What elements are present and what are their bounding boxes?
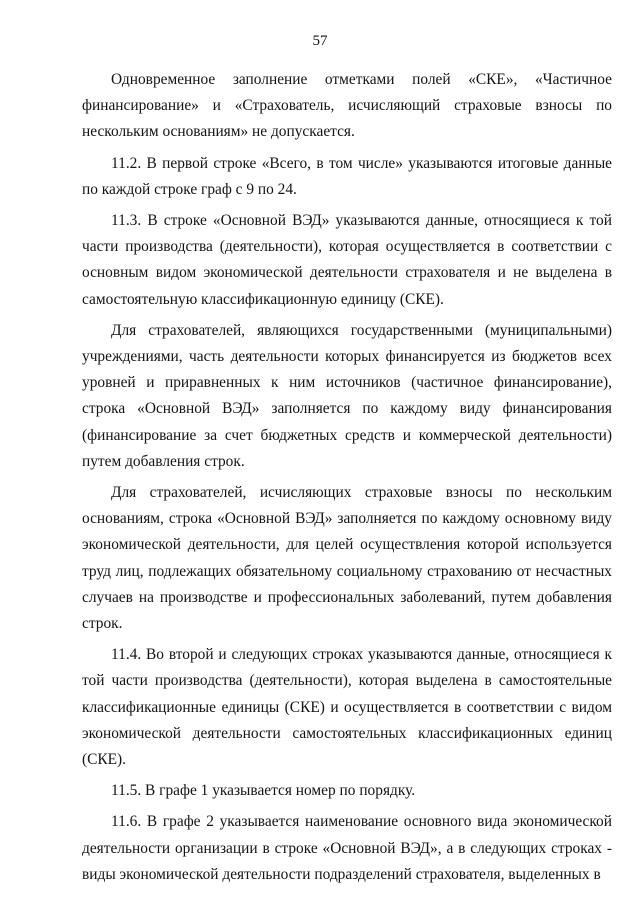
paragraph-11-2: 11.2. В первой строке «Всего, в том числе» указываются итоговые данные по каждой строке граф с 9 по 24. — [82, 154, 612, 198]
paragraph-11-3: 11.3. В строке «Основной ВЭД» указываются данные, относящиеся к той части производства (деятельности), которая осуществляется в соответствии с основным видом экономической деятельности страхователя и не выделена в самостоятельную классификационную единицу (СКЕ). — [82, 212, 612, 308]
paragraph-11-4: 11.4. Во второй и следующих строках указываются данные, относящиеся к той части производства (деятельности), которая выделена в самостоятельные классификационные единицы (СКЕ) и осуществляется в соответствии с видом экономической деятельности самостоятельных классификационных единиц (СКЕ). — [82, 646, 612, 769]
paragraph-11-5: 11.5. В графе 1 указывается номер по порядку. — [111, 782, 416, 800]
paragraph-state-institutions: Для страхователей, являющихся государственными (муниципальными) учреждениями, часть деятельности которых финансируется из бюджетов всех уровней и приравненных к ним источников (частичное финансирование), строка «Основной ВЭД» заполняется по каждому виду финансирования (финансирование за счет бюджетных средств и коммерческой деятельности) путем добавления строк. — [82, 321, 612, 470]
paragraph-simultaneous-fields: Одновременное заполнение отметками полей «СКЕ», «Частичное финансирование» и «Страхователь, исчисляющий страховые взносы по нескольким основаниям» не допускается. — [82, 71, 612, 141]
paragraph-multiple-grounds: Для страхователей, исчисляющих страховые взносы по нескольким основаниям, строка «Основной ВЭД» заполняется по каждому основному виду экономической деятельности, для целей осуществления которой используется труд лиц, подлежащих обязательному социальному страхованию от несчастных случаев на производстве и профессиональных заболеваний, путем добавления строк. — [82, 484, 612, 633]
page-number: 57 — [312, 33, 328, 49]
document-body — [82, 67, 612, 893]
paragraph-11-6: 11.6. В графе 2 указывается наименование основного вида экономической деятельности организации в строке «Основной ВЭД», а в следующих строках - виды экономической деятельности подразделений страхователя, выделенных в — [82, 813, 612, 883]
